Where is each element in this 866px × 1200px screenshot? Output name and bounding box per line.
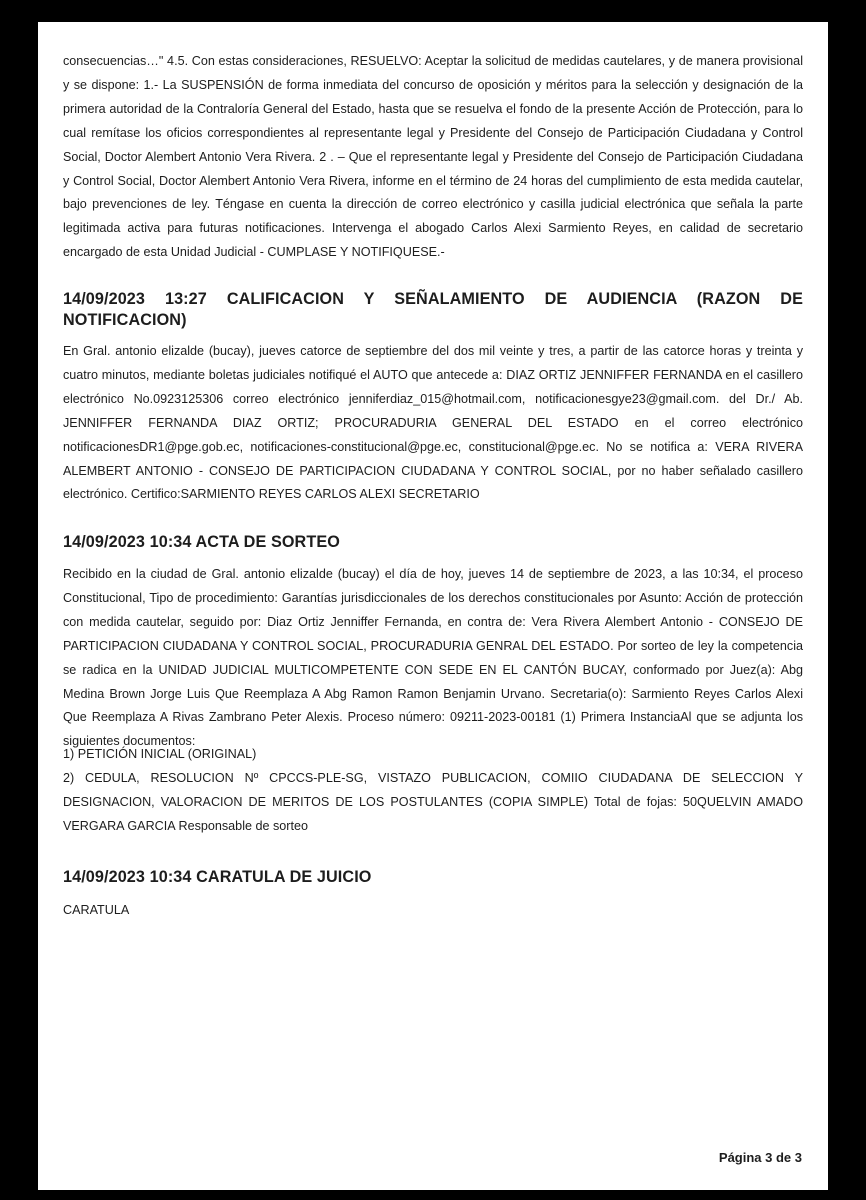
intro-paragraph: consecuencias…" 4.5. Con estas consideraciones, RESUELVO: Aceptar la solicitud de medidas cautelares, y de manera provisional y se dispone: 1.- La SUSPENSIÓN de forma inmediata del concurso de oposición y méritos para la selección y designación de la primera autoridad de la Contraloría General del Estado, hasta que se resuelva el fondo de la presente Acción de Protección, para lo cual remítase los oficios correspondientes al representante legal y Presidente del Consejo de Participación Ciudadana y Control Social, Doctor Alembert Antonio Vera Rivera. 2 . – Que el representante legal y Presidente del Consejo de Participación Ciudadana y Control Social, Doctor Alembert Antonio Vera Rivera, informe en el término de 24 horas del cumplimiento de esta medida cautelar, bajo prevenciones de ley. Téngase en cuenta la dirección de correo electrónico y casilla judicial electrónica que señala la parte legitimada activa para futuras notificaciones. Intervenga el abogado Carlos Alexi Sarmiento Reyes, en calidad de secretario encargado de esta Unidad Judicial - CUMPLASE Y NOTIFIQUESE.- <box>63 54 803 260</box>
section-heading-acta-sorteo: 14/09/2023 10:34 ACTA DE SORTEO <box>63 533 340 551</box>
section-body-calificacion: En Gral. antonio elizalde (bucay), jueves catorce de septiembre del dos mil veinte y tres, a partir de las catorce horas y treinta y cuatro minutos, mediante boletas judiciales notifiqué el AUTO que antecede a: DIAZ ORTIZ JENNIFFER FERNANDA en el casillero electrónico No.0923125306 correo electrónico jenniferdiaz_015@hotmail.com, notificacionesgye23@gmail.com. del Dr./ Ab. JENNIFFER FERNANDA DIAZ ORTIZ; PROCURADURIA GENERAL DEL ESTADO en el correo electrónico notificacionesDR1@pge.gob.ec, notificaciones-constitucional@pge.ec, constitucional@pge.ec. No se notifica a: VERA RIVERA ALEMBERT ANTONIO - CONSEJO DE PARTICIPACION CIUDADANA Y CONTROL SOCIAL, por no haber señalado casillero electrónico. Certifico:SARMIENTO REYES CARLOS ALEXI SECRETARIO <box>63 344 803 502</box>
section-body-caratula: CARATULA <box>63 903 130 917</box>
attachment-list-item-2: 2) CEDULA, RESOLUCION Nº CPCCS-PLE-SG, VISTAZO PUBLICACION, COMIIO CIUDADANA DE SELECCION Y DESIGNACION, VALORACION DE MERITOS DE LOS POSTULANTES (COPIA SIMPLE) Total de fojas: 50QUELVIN AMADO VERGARA GARCIA Responsable de sorteo <box>63 771 803 833</box>
attachment-list-item-1: 1) PETICIÓN INICIAL (ORIGINAL) <box>63 747 257 761</box>
page-number: Página 3 de 3 <box>718 1150 802 1165</box>
document-page <box>38 22 828 1190</box>
section-heading-caratula: 14/09/2023 10:34 CARATULA DE JUICIO <box>63 868 372 886</box>
section-heading-calificacion: 14/09/2023 13:27 CALIFICACION Y SEÑALAMIENTO DE AUDIENCIA (RAZON DE NOTIFICACION) <box>63 290 803 329</box>
section-body-acta-sorteo: Recibido en la ciudad de Gral. antonio elizalde (bucay) el día de hoy, jueves 14 de septiembre de 2023, a las 10:34, el proceso Constitucional, Tipo de procedimiento: Garantías jurisdiccionales de los derechos constitucionales por Asunto: Acción de protección con medida cautelar, seguido por: Diaz Ortiz Jenniffer Fernanda, en contra de: Vera Rivera Alembert Antonio - CONSEJO DE PARTICIPACION CIUDADANA Y CONTROL SOCIAL, PROCURADURIA GENRAL DEL ESTADO. Por sorteo de ley la competencia se radica en la UNIDAD JUDICIAL MULTICOMPETENTE CON SEDE EN EL CANTÓN BUCAY, conformado por Juez(a): Abg Medina Brown Jorge Luis Que Reemplaza A Abg Ramon Ramon Benjamin Urvano. Secretaria(o): Sarmiento Reyes Carlos Alexi Que Reemplaza A Rivas Zambrano Peter Alexis. Proceso número: 09211-2023-00181 (1) Primera InstanciaAl que se adjunta los siguientes documentos: <box>63 567 803 749</box>
